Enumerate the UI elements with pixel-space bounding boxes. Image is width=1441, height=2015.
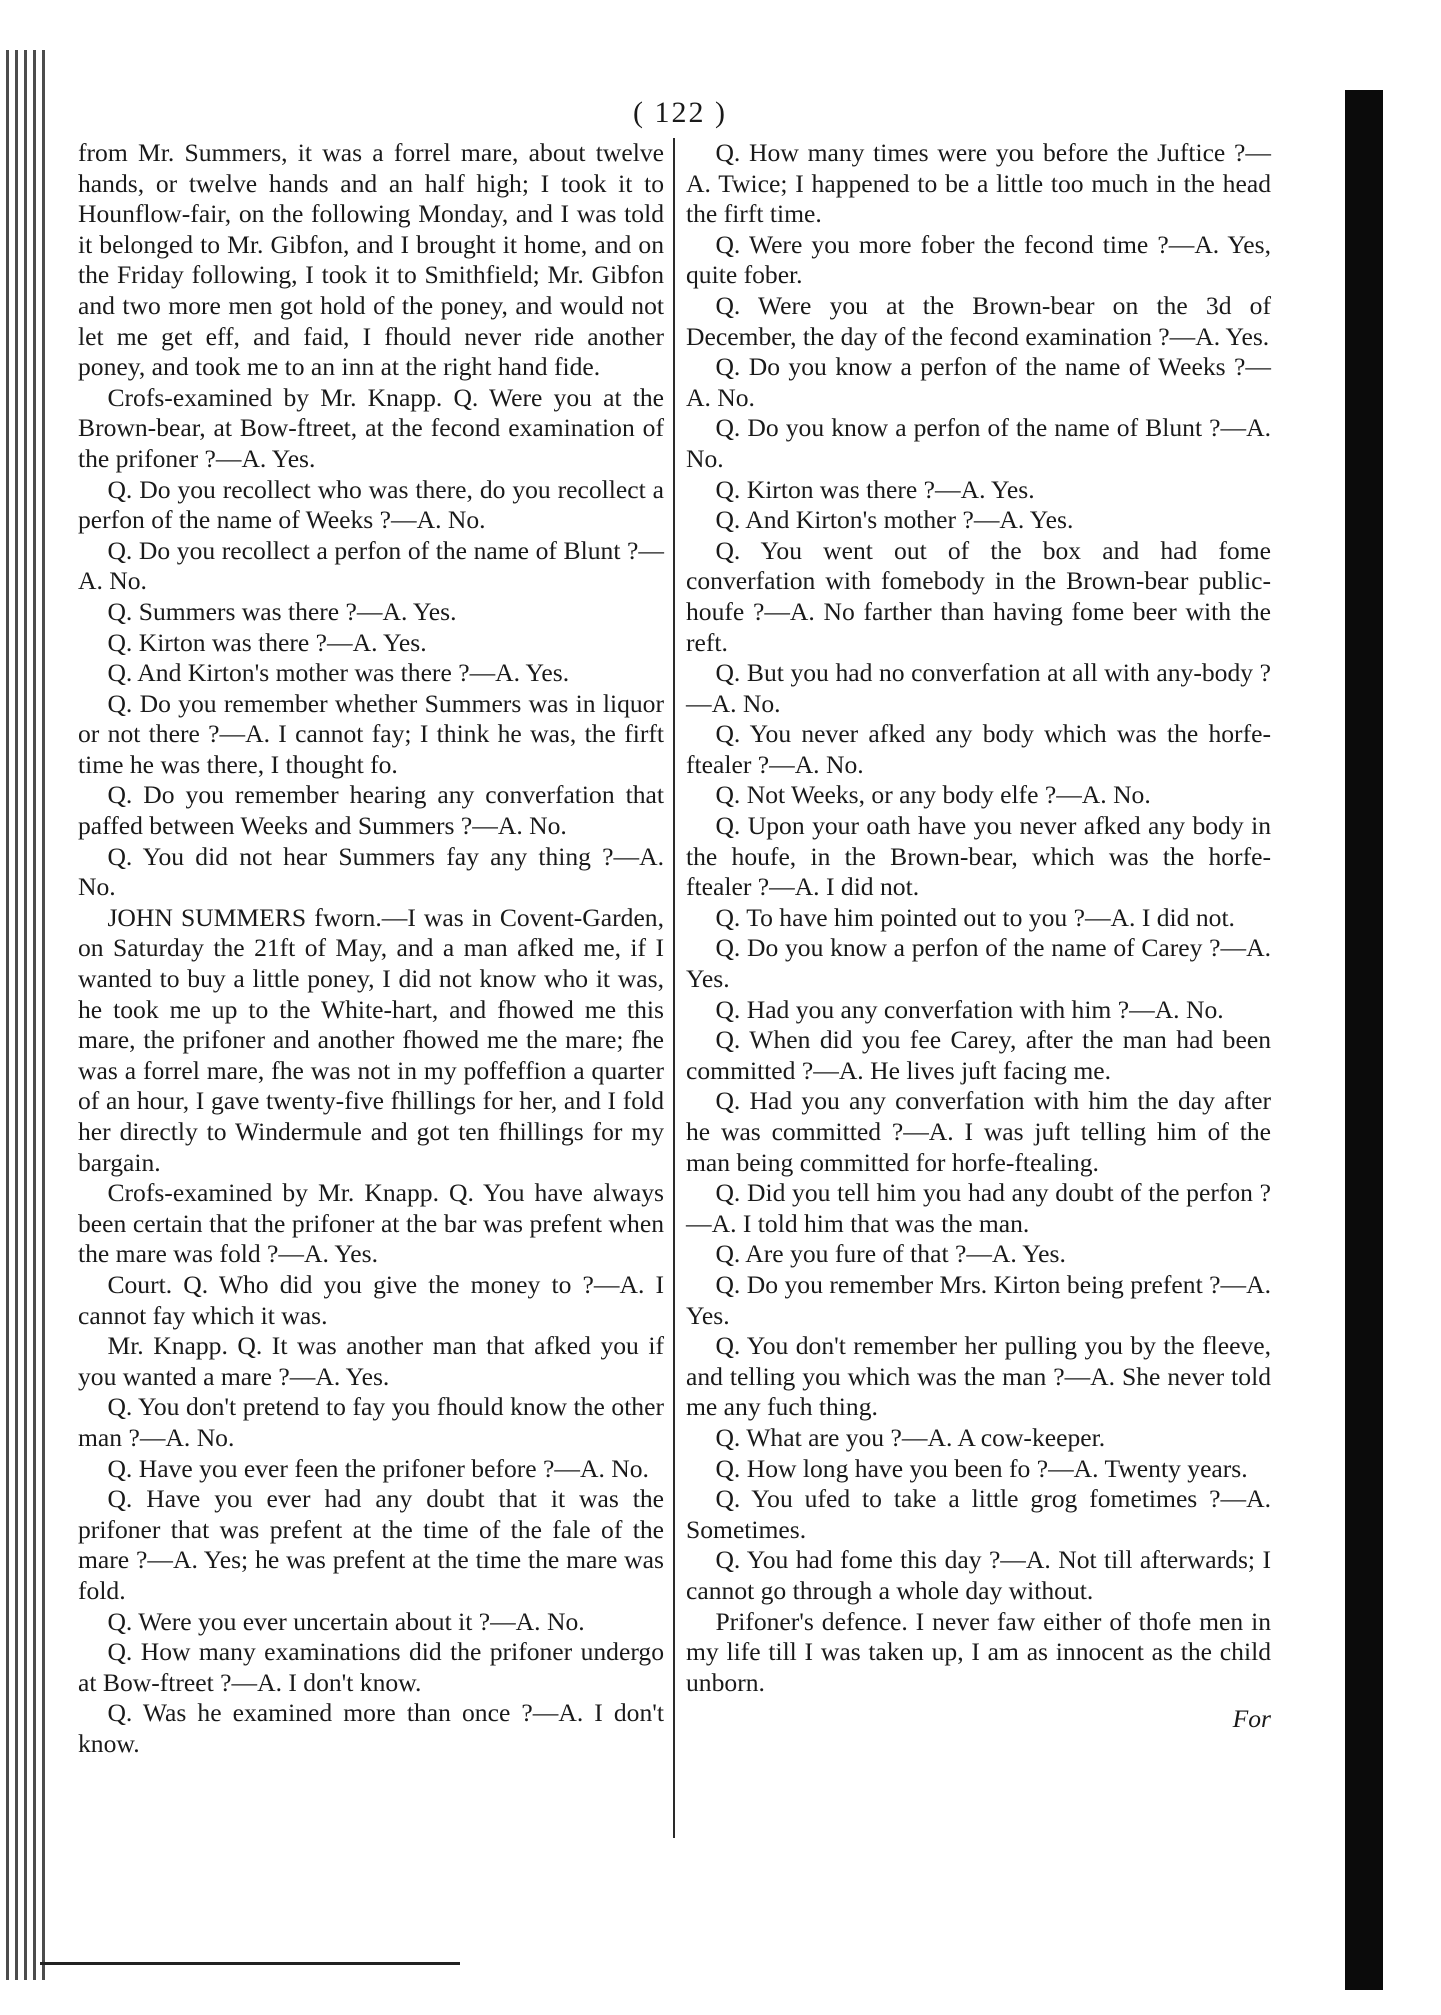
paragraph: Q. You never afked any body which was the horfe-ftealer ?—A. No.	[686, 719, 1271, 779]
paragraph: Q. You did not hear Summers fay any thing ?—A. No.	[78, 841, 664, 902]
paragraph: Q. Had you any converfation with him ?—A. No.	[715, 994, 1224, 1024]
paragraph: Q. Summers was there ?—A. Yes.	[107, 596, 457, 626]
column-divider	[673, 138, 675, 1838]
paragraph: Q. How many times were you before the Juftice ?—A. Twice; I happened to be a little too much in the head the firft time.	[686, 138, 1271, 229]
paragraph: Q. And Kirton's mother was there ?—A. Yes.	[107, 658, 570, 688]
paragraph: Q. You had fome this day ?—A. Not till afterwards; I cannot go through a whole day without.	[686, 1545, 1271, 1605]
paragraph: Q. Do you know a perfon of the name of Blunt ?—A. No.	[686, 413, 1271, 473]
paragraph: Crofs-examined by Mr. Knapp. Q. You have always been certain that the prifoner at the bar was prefent when the mare was fold ?—A. Yes.	[78, 1178, 664, 1269]
paragraph: from Mr. Summers, it was a forrel mare, about twelve hands, or twelve hands and an half high; I took it to Hounflow-fair, on the following Monday, and I was told it belonged to Mr. Gibfon, and I brought it home, and on the Friday following, I took it to Smithfield; Mr. Gibfon and two more men got hold of the poney, and would not let me get eff, and faid, I fhould never ride another poney, and took me to an inn at the right hand fide.	[78, 138, 664, 382]
paragraph: Q. Have you ever feen the prifoner before ?—A. No.	[107, 1453, 649, 1483]
paragraph: Crofs-examined by Mr. Knapp. Q. Were you at the Brown-bear, at Bow-ftreet, at the fecond examination of the prifoner ?—A. Yes.	[78, 382, 664, 473]
paragraph: Q. Are you fure of that ?—A. Yes.	[715, 1239, 1066, 1269]
page-edge-shadow	[1345, 90, 1383, 1990]
paragraph: Q. Do you remember hearing any converfation that paffed between Weeks and Summers ?—A. No.	[78, 780, 664, 841]
paragraph: Q. Kirton was there ?—A. Yes.	[715, 474, 1035, 504]
binding-edge-shadow	[6, 50, 46, 1980]
paragraph: Q. How many examinations did the prifoner undergo at Bow-ftreet ?—A. I don't know.	[78, 1637, 664, 1697]
paragraph: Q. You ufed to take a little grog fometimes ?—A. Sometimes.	[686, 1484, 1271, 1544]
paragraph: Q. You don't pretend to fay you fhould know the other man ?—A. No.	[78, 1392, 664, 1452]
paragraph: Q. Do you recollect who was there, do you recollect a perfon of the name of Weeks ?—A. No.	[78, 474, 664, 535]
paragraph: Q. When did you fee Carey, after the man had been committed ?—A. He lives juft facing me.	[686, 1025, 1271, 1085]
left-column	[78, 138, 664, 1759]
paragraph: Q. You went out of the box and had fome converfation with fomebody in the Brown-bear public-houfe ?—A. No farther than having fome beer with the reft.	[686, 535, 1271, 657]
catchword: For	[1232, 1704, 1271, 1734]
paragraph: Q. What are you ?—A. A cow-keeper.	[715, 1422, 1106, 1452]
paragraph: Q. Kirton was there ?—A. Yes.	[107, 627, 427, 657]
paragraph: Q. Were you at the Brown-bear on the 3d of December, the day of the fecond examination ?—A. Yes.	[686, 290, 1271, 351]
paragraph: Mr. Knapp. Q. It was another man that afked you if you wanted a mare ?—A. Yes.	[78, 1331, 664, 1391]
paragraph: Q. Had you any converfation with him the day after he was committed ?—A. I was juft telling him of the man being committed for horfe-ftealing.	[686, 1086, 1271, 1177]
paragraph: Q. Do you know a perfon of the name of Carey ?—A. Yes.	[686, 933, 1271, 994]
paragraph: Q. Do you know a perfon of the name of Weeks ?—A. No.	[686, 352, 1271, 412]
right-column	[686, 138, 1271, 1735]
paragraph: Q. Was he examined more than once ?—A. I don't know.	[78, 1698, 664, 1758]
paragraph: Q. Upon your oath have you never afked any body in the houfe, in the Brown-bear, which was the horfe-ftealer ?—A. I did not.	[686, 811, 1271, 902]
paragraph: Q. But you had no converfation at all with any-body ?—A. No.	[686, 658, 1271, 718]
paragraph: Q. Were you more fober the fecond time ?—A. Yes, quite fober.	[686, 229, 1271, 290]
paragraph: JOHN SUMMERS fworn.—I was in Covent-Garden, on Saturday the 21ft of May, and a man afked me, if I wanted to buy a little poney, I did not know who it was, he took me up to the White-hart, and fhowed me this mare, the prifoner and another fhowed me the mare; fhe was a forrel mare, fhe was not in my poffeffion a quarter of an hour, I gave twenty-five fhillings for her, and I fold her directly to Windermule and got ten fhillings for my bargain.	[78, 902, 664, 1177]
paragraph: Q. How long have you been fo ?—A. Twenty years.	[715, 1453, 1248, 1483]
paragraph: Q. Have you ever had any doubt that it was the prifoner that was prefent at the time of the fale of the mare ?—A. Yes; he was prefent at the time the mare was fold.	[78, 1484, 664, 1605]
paragraph: Q. You don't remember her pulling you by the fleeve, and telling you which was the man ?—A. She never told me any fuch thing.	[686, 1331, 1271, 1422]
paragraph: Q. Were you ever uncertain about it ?—A. No.	[107, 1606, 585, 1636]
paragraph: Prifoner's defence. I never faw either of thofe men in my life till I was taken up, I am as innocent as the child unborn.	[686, 1606, 1271, 1697]
paragraph: Q. Do you recollect a perfon of the name of Blunt ?—A. No.	[78, 535, 664, 596]
paragraph: Q. Do you remember Mrs. Kirton being prefent ?—A. Yes.	[686, 1269, 1271, 1330]
footer-rule	[40, 1962, 460, 1965]
paragraph: Q. Did you tell him you had any doubt of the perfon ?—A. I told him that was the man.	[686, 1178, 1271, 1238]
paragraph: Q. Not Weeks, or any body elfe ?—A. No.	[715, 780, 1151, 810]
paragraph: Q. To have him pointed out to you ?—A. I did not.	[715, 902, 1235, 932]
paragraph: Q. And Kirton's mother ?—A. Yes.	[715, 505, 1074, 535]
paragraph: Court. Q. Who did you give the money to ?—A. I cannot fay which it was.	[78, 1269, 664, 1330]
paragraph: Q. Do you remember whether Summers was in liquor or not there ?—A. I cannot fay; I think he was, the firft time he was there, I thought fo.	[78, 688, 664, 779]
page-number: ( 122 )	[633, 96, 727, 129]
